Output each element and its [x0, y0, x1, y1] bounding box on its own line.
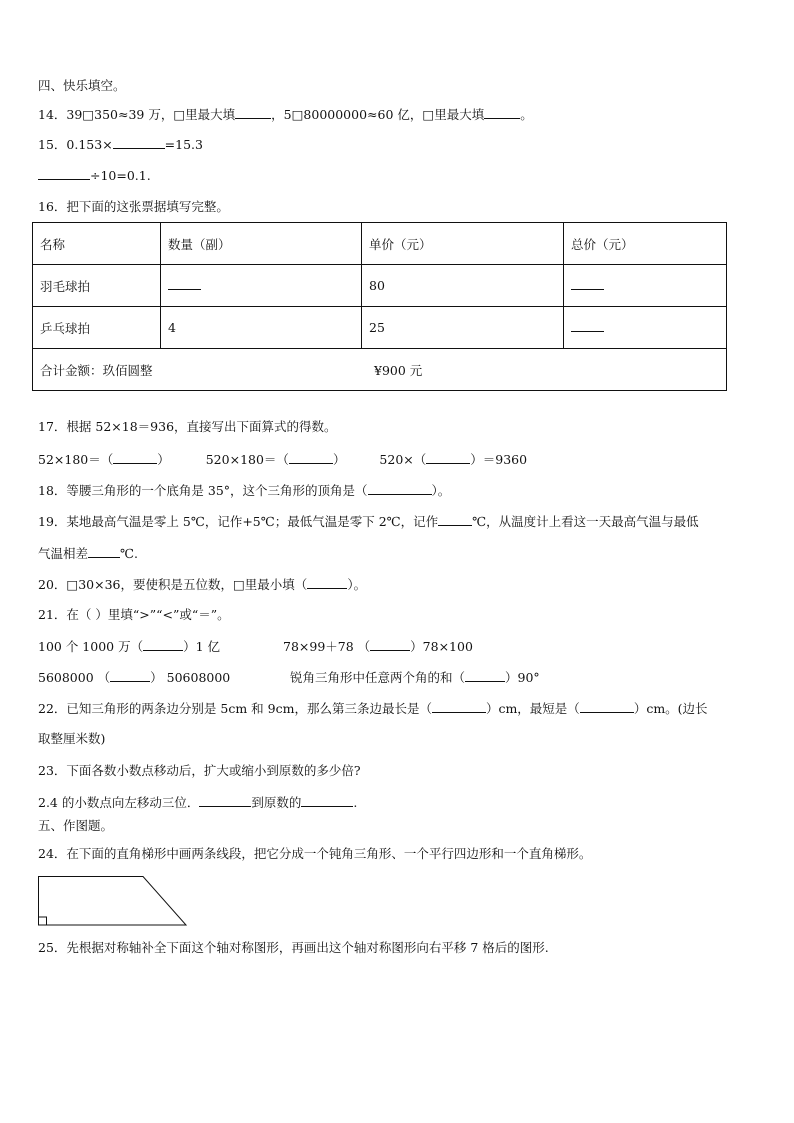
answer-blank[interactable]	[289, 451, 333, 464]
answer-blank[interactable]	[110, 669, 150, 682]
section-title: 五、作图题。	[38, 818, 114, 833]
question-19-line2: 气温相差 ℃.	[38, 546, 138, 561]
table-row	[33, 307, 727, 349]
table-header-row	[33, 223, 727, 265]
table-header: 总价（元）	[564, 223, 727, 265]
question-17: 17．根据 52×18＝936，直接写出下面算式的得数。	[38, 419, 337, 434]
answer-blank[interactable]	[307, 576, 347, 589]
compare-row: 100 个 1000 万（ ）1 亿 78×99＋78 （ ）78×100	[38, 639, 473, 654]
question-22-line2: 取整厘米数)	[38, 731, 106, 746]
table-header: 数量（副）	[161, 223, 362, 265]
qty-cell	[161, 265, 362, 307]
answer-blank[interactable]	[571, 321, 604, 332]
answer-blank[interactable]	[432, 700, 486, 713]
answer-blank[interactable]	[465, 669, 505, 682]
question-15-line2: ÷10=0.1.	[38, 167, 151, 184]
total-value: ¥900 元	[374, 362, 423, 378]
question-24: 24．在下面的直角梯形中画两条线段，把它分成一个钝角三角形、一个平行四边形和一个直角梯形。	[38, 846, 592, 861]
table-header: 名称	[33, 223, 161, 265]
answer-blank[interactable]	[301, 794, 353, 807]
answer-blank[interactable]	[426, 451, 470, 464]
right-trapezoid-figure[interactable]	[38, 875, 190, 927]
price-cell: 25	[362, 307, 564, 349]
question-19: 19．某地最高气温是零上 5℃，记作+5℃；最低气温是零下 2℃，记作 ℃，从温度计上看这一天最高气温与最低	[38, 514, 699, 529]
total-cell	[564, 265, 727, 307]
question-17-expressions: 52×180＝（ ） 520×180＝（ ） 520×（ ）＝9360	[38, 452, 528, 467]
answer-blank[interactable]	[113, 136, 165, 149]
answer-blank[interactable]	[168, 279, 201, 290]
question-21: 21．在（ ）里填“>”“<”或“＝”。	[38, 607, 230, 622]
item-name: 乒乓球拍	[33, 307, 161, 349]
question-23: 23．下面各数小数点移动后，扩大或缩小到原数的多少倍?	[38, 763, 361, 778]
answer-blank[interactable]	[38, 167, 90, 180]
table-header: 单价（元）	[362, 223, 564, 265]
question-16: 16．把下面的这张票据填写完整。	[38, 199, 229, 214]
right-angle-mark	[39, 917, 47, 925]
answer-blank[interactable]	[438, 513, 472, 526]
total-label: 合计金额：玖佰圆整	[40, 362, 153, 378]
question-20: 20．□30×36，要使积是五位数，□里最小填（ ）。	[38, 577, 367, 592]
answer-blank[interactable]	[88, 545, 120, 558]
question-22: 22．已知三角形的两条边分别是 5cm 和 9cm，那么第三条边最长是（ ）cm，最短是（ ）cm。(边长	[38, 701, 708, 716]
answer-blank[interactable]	[235, 106, 271, 119]
item-name: 羽毛球拍	[33, 265, 161, 307]
table-row	[33, 265, 727, 307]
question-15: 15．0.153× =15.3	[38, 137, 203, 152]
price-cell: 80	[362, 265, 564, 307]
table-total-row	[33, 349, 727, 391]
answer-blank[interactable]	[580, 700, 634, 713]
answer-blank[interactable]	[143, 638, 183, 651]
receipt-table	[32, 222, 727, 391]
answer-blank[interactable]	[370, 638, 410, 651]
answer-blank[interactable]	[368, 482, 432, 495]
answer-blank[interactable]	[484, 106, 520, 119]
question-23-line2: 2.4 的小数点向左移动三位． 到原数的 .	[38, 795, 358, 810]
question-25: 25．先根据对称轴补全下面这个轴对称图形，再画出这个轴对称图形向右平移 7 格后的图形.	[38, 940, 549, 955]
answer-blank[interactable]	[571, 279, 604, 290]
total-cell	[564, 307, 727, 349]
compare-row: 5608000 （ ） 50608000 锐角三角形中任意两个角的和（ ）90°	[38, 670, 540, 685]
question-14: 14．39□350≈39 万，□里最大填 ，5□80000000≈60 亿，□里最大填 。	[38, 107, 533, 122]
answer-blank[interactable]	[199, 794, 251, 807]
trapezoid-outline	[39, 877, 187, 926]
qty-cell: 4	[161, 307, 362, 349]
section-title: 四、快乐填空。	[38, 78, 126, 93]
answer-blank[interactable]	[113, 451, 157, 464]
question-18: 18．等腰三角形的一个底角是 35°，这个三角形的顶角是（ ）。	[38, 483, 451, 498]
